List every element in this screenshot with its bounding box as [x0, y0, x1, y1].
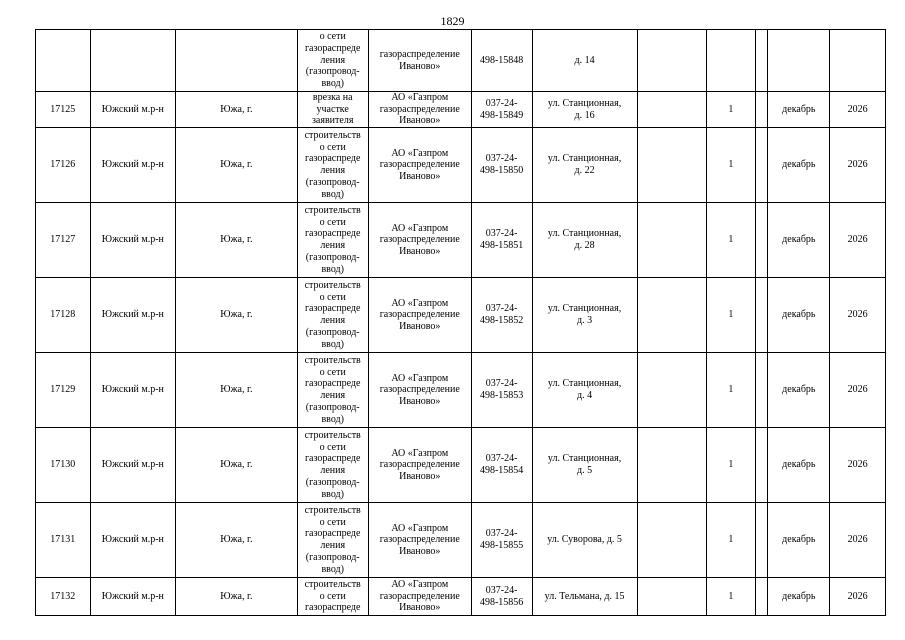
- cell-organization-line: АО «Газпром: [391, 92, 449, 103]
- cell-year: 2026: [830, 503, 886, 578]
- cell-work-type: [297, 92, 368, 128]
- cell-month: декабрь: [768, 503, 830, 578]
- cell-work-type-line: строительств: [304, 579, 361, 591]
- cell-settlement: Южа, г.: [176, 503, 298, 578]
- cell-organization-line: Иваново»: [399, 170, 441, 182]
- cell-code-line: 498-15853: [479, 390, 524, 402]
- cell-work-type-line: ввод): [321, 338, 344, 350]
- table-row: [36, 428, 886, 503]
- cell-gap: [756, 503, 768, 578]
- table-row: [36, 203, 886, 278]
- cell-gap: [756, 578, 768, 616]
- cell-organization-line: газораспределение: [379, 459, 460, 471]
- cell-extra: [637, 203, 706, 278]
- cell-code: [471, 203, 532, 278]
- cell-code-line: 498-15850: [479, 165, 524, 177]
- cell-code-line: 498-15856: [479, 596, 524, 608]
- cell-qty: 1: [706, 92, 755, 128]
- cell-work-type: [297, 578, 368, 616]
- cell-organization: [368, 128, 471, 203]
- table-row-continuation: [36, 30, 886, 92]
- cell-address: [532, 428, 637, 503]
- cell-work-type-line: (газопровод-: [305, 251, 360, 263]
- cell-work-type-line: врезка на: [312, 92, 353, 103]
- cell-extra: [637, 92, 706, 128]
- cell-work-type: [297, 278, 368, 353]
- cell-organization: [368, 578, 471, 616]
- page-number: 1829: [440, 14, 465, 28]
- cell-organization-line: газораспределение: [379, 534, 460, 546]
- cell-code-line: 037-24-: [485, 528, 518, 540]
- cell-qty: 1: [706, 578, 755, 616]
- cell-work-type: [297, 428, 368, 503]
- cell-year: 2026: [830, 128, 886, 203]
- cell-gap: [756, 353, 768, 428]
- cell-work-type: о сети газораспреде ления (газопровод- ввод): [297, 30, 368, 92]
- cell-num: 17130: [36, 428, 91, 503]
- cell-year: [830, 30, 886, 92]
- cell-address-line: ул. Станционная,: [547, 153, 622, 165]
- table-row: [36, 92, 886, 128]
- cell-organization-line: АО «Газпром: [391, 447, 449, 459]
- cell-address-line: д. 16: [574, 109, 595, 121]
- cell-settlement: Южа, г.: [176, 128, 298, 203]
- cell-work-type-line: (газопровод-: [305, 551, 360, 563]
- cell-extra: [637, 428, 706, 503]
- cell-settlement: Южа, г.: [176, 92, 298, 128]
- cell-qty: 1: [706, 353, 755, 428]
- cell-work-type-line: ления: [320, 240, 346, 252]
- cell-address: [532, 578, 637, 616]
- cell-address-line: д. 3: [577, 315, 593, 327]
- cell-address-line: ул. Тельмана, д. 15: [544, 590, 625, 602]
- cell-organization-line: АО «Газпром: [391, 522, 449, 534]
- cell-organization-line: Иваново»: [399, 470, 441, 482]
- cell-address: д. 14: [532, 30, 637, 92]
- cell-extra: [637, 30, 706, 92]
- cell-year: 2026: [830, 353, 886, 428]
- cell-work-type-line: строительств: [304, 205, 361, 216]
- cell-num: 17129: [36, 353, 91, 428]
- cell-organization: [368, 428, 471, 503]
- cell-organization-line: Иваново»: [399, 545, 441, 557]
- cell-code-line: 037-24-: [485, 584, 518, 596]
- cell-address-line: ул. Станционная,: [547, 228, 622, 240]
- cell-district: [90, 30, 176, 92]
- cell-organization-line: Иваново»: [399, 395, 441, 407]
- cell-district: Южский м.р-н: [90, 278, 176, 353]
- cell-address-line: ул. Суворова, д. 5: [547, 534, 622, 546]
- table-row: [36, 578, 886, 616]
- cell-code-line: 498-15849: [479, 109, 524, 121]
- table-row: [36, 353, 886, 428]
- cell-qty: 1: [706, 128, 755, 203]
- cell-code: [471, 128, 532, 203]
- cell-settlement: Южа, г.: [176, 428, 298, 503]
- cell-settlement: Южа, г.: [176, 578, 298, 616]
- cell-address: [532, 203, 637, 278]
- cell-address: [532, 92, 637, 128]
- table-row: [36, 503, 886, 578]
- cell-organization: [368, 203, 471, 278]
- cell-month: декабрь: [768, 203, 830, 278]
- cell-year: 2026: [830, 92, 886, 128]
- cell-gap: [756, 92, 768, 128]
- cell-code-line: 498-15854: [479, 465, 524, 477]
- cell-address: [532, 503, 637, 578]
- cell-gap: [756, 128, 768, 203]
- cell-organization-line: Иваново»: [399, 320, 441, 332]
- cell-month: декабрь: [768, 278, 830, 353]
- cell-district: Южский м.р-н: [90, 92, 176, 128]
- cell-month: декабрь: [768, 128, 830, 203]
- cell-work-type-line: ления: [320, 165, 346, 177]
- cell-work-type-line: о сети: [319, 216, 346, 228]
- cell-organization-line: газораспределение: [379, 234, 460, 246]
- cell-address-line: ул. Станционная,: [547, 303, 622, 315]
- cell-code-line: 037-24-: [485, 228, 518, 240]
- cell-work-type-line: строительств: [304, 130, 361, 141]
- cell-work-type-line: строительств: [304, 355, 361, 366]
- cell-extra: [637, 353, 706, 428]
- cell-address: [532, 353, 637, 428]
- cell-organization-line: АО «Газпром: [391, 297, 449, 309]
- cell-work-type-line: (газопровод-: [305, 176, 360, 188]
- cell-organization-line: газораспределение: [379, 309, 460, 321]
- cell-district: Южский м.р-н: [90, 578, 176, 616]
- cell-num: 17132: [36, 578, 91, 616]
- cell-code: [471, 503, 532, 578]
- cell-work-type-line: о сети: [319, 441, 346, 453]
- cell-work-type-line: заявителя: [311, 115, 354, 127]
- cell-organization: [368, 92, 471, 128]
- cell-code-line: 498-15855: [479, 540, 524, 552]
- cell-work-type-line: ввод): [321, 563, 344, 575]
- cell-work-type-line: о сети: [319, 366, 346, 378]
- cell-gap: [756, 278, 768, 353]
- cell-work-type: [297, 203, 368, 278]
- cell-work-type: [297, 128, 368, 203]
- cell-organization-line: АО «Газпром: [391, 372, 449, 384]
- cell-work-type: [297, 503, 368, 578]
- cell-organization-line: АО «Газпром: [391, 222, 449, 234]
- cell-work-type-line: о сети: [319, 291, 346, 303]
- registry-table: [35, 29, 886, 616]
- cell-address-line: д. 4: [577, 390, 593, 402]
- cell-code: [471, 278, 532, 353]
- cell-extra: [637, 278, 706, 353]
- cell-work-type-line: ввод): [321, 188, 344, 200]
- cell-organization: газораспределение Иваново»: [368, 30, 471, 92]
- cell-gap: [756, 30, 768, 92]
- cell-address-line: ул. Станционная,: [547, 378, 622, 390]
- cell-organization-line: Иваново»: [399, 115, 441, 127]
- cell-settlement: Южа, г.: [176, 353, 298, 428]
- cell-organization-line: газораспределение: [379, 159, 460, 171]
- cell-month: декабрь: [768, 353, 830, 428]
- cell-code: [471, 353, 532, 428]
- cell-organization-line: АО «Газпром: [391, 579, 449, 591]
- cell-work-type-line: газораспреде: [304, 153, 361, 165]
- cell-year: 2026: [830, 203, 886, 278]
- cell-num: 17127: [36, 203, 91, 278]
- cell-code-line: 037-24-: [485, 303, 518, 315]
- cell-month: [768, 30, 830, 92]
- cell-district: Южский м.р-н: [90, 503, 176, 578]
- cell-organization-line: Иваново»: [399, 245, 441, 257]
- cell-address-line: д. 22: [574, 165, 595, 177]
- cell-work-type-line: ввод): [321, 413, 344, 425]
- cell-organization: [368, 353, 471, 428]
- cell-organization-line: газораспределение: [379, 103, 460, 115]
- cell-work-type-line: строительств: [304, 505, 361, 516]
- cell-work-type-line: ления: [320, 540, 346, 552]
- cell-work-type-line: газораспреде: [304, 453, 361, 465]
- cell-work-type-line: участке: [316, 103, 349, 115]
- cell-work-type-line: газораспреде: [304, 378, 361, 390]
- cell-address-line: д. 28: [574, 240, 595, 252]
- cell-organization: [368, 503, 471, 578]
- cell-qty: [706, 30, 755, 92]
- cell-gap: [756, 203, 768, 278]
- cell-organization-line: газораспределение: [379, 384, 460, 396]
- cell-qty: 1: [706, 278, 755, 353]
- cell-extra: [637, 578, 706, 616]
- cell-district: Южский м.р-н: [90, 203, 176, 278]
- cell-work-type-line: газораспреде: [304, 528, 361, 540]
- cell-code-line: 498-15852: [479, 315, 524, 327]
- cell-organization: [368, 278, 471, 353]
- cell-district: Южский м.р-н: [90, 428, 176, 503]
- cell-year: 2026: [830, 278, 886, 353]
- cell-gap: [756, 428, 768, 503]
- cell-work-type-line: газораспреде: [304, 303, 361, 315]
- cell-code: 498-15848: [471, 30, 532, 92]
- cell-code-line: 037-24-: [485, 97, 518, 109]
- cell-organization-line: Иваново»: [399, 602, 441, 614]
- cell-code-line: 037-24-: [485, 378, 518, 390]
- cell-work-type: [297, 353, 368, 428]
- cell-work-type-line: о сети: [319, 141, 346, 153]
- cell-work-type-line: строительств: [304, 430, 361, 441]
- cell-address: [532, 278, 637, 353]
- cell-settlement: Южа, г.: [176, 278, 298, 353]
- cell-organization-line: АО «Газпром: [391, 147, 449, 159]
- cell-code-line: 037-24-: [485, 153, 518, 165]
- cell-num: 17131: [36, 503, 91, 578]
- table-row: [36, 278, 886, 353]
- cell-district: Южский м.р-н: [90, 128, 176, 203]
- cell-code: [471, 578, 532, 616]
- cell-work-type-line: ввод): [321, 488, 344, 500]
- cell-year: 2026: [830, 428, 886, 503]
- cell-settlement: [176, 30, 298, 92]
- cell-code: [471, 428, 532, 503]
- cell-month: декабрь: [768, 428, 830, 503]
- cell-code-line: 498-15851: [479, 240, 524, 252]
- cell-code: [471, 92, 532, 128]
- cell-num: 17126: [36, 128, 91, 203]
- cell-work-type-line: ления: [320, 390, 346, 402]
- cell-year: 2026: [830, 578, 886, 616]
- cell-settlement: Южа, г.: [176, 203, 298, 278]
- cell-qty: 1: [706, 503, 755, 578]
- cell-extra: [637, 128, 706, 203]
- cell-work-type-line: ввод): [321, 263, 344, 275]
- cell-address-line: д. 5: [577, 465, 593, 477]
- cell-num: 17125: [36, 92, 91, 128]
- cell-qty: 1: [706, 203, 755, 278]
- cell-work-type-line: (газопровод-: [305, 401, 360, 413]
- cell-district: Южский м.р-н: [90, 353, 176, 428]
- cell-address: [532, 128, 637, 203]
- cell-extra: [637, 503, 706, 578]
- cell-month: декабрь: [768, 578, 830, 616]
- cell-work-type-line: ления: [320, 315, 346, 327]
- cell-address-line: ул. Станционная,: [547, 97, 622, 109]
- cell-work-type-line: (газопровод-: [305, 326, 360, 338]
- cell-work-type-line: ления: [320, 465, 346, 477]
- cell-month: декабрь: [768, 92, 830, 128]
- cell-work-type-line: о сети: [319, 516, 346, 528]
- cell-qty: 1: [706, 428, 755, 503]
- cell-num: [36, 30, 91, 92]
- cell-work-type-line: (газопровод-: [305, 476, 360, 488]
- cell-work-type-line: газораспреде: [304, 228, 361, 240]
- cell-work-type-line: о сети: [319, 590, 346, 602]
- cell-work-type-line: строительств: [304, 280, 361, 291]
- table-row: [36, 128, 886, 203]
- cell-organization-line: газораспределение: [379, 590, 460, 602]
- cell-num: 17128: [36, 278, 91, 353]
- cell-address-line: ул. Станционная,: [547, 453, 622, 465]
- cell-code-line: 037-24-: [485, 453, 518, 465]
- cell-work-type-line: газораспреде: [304, 602, 361, 614]
